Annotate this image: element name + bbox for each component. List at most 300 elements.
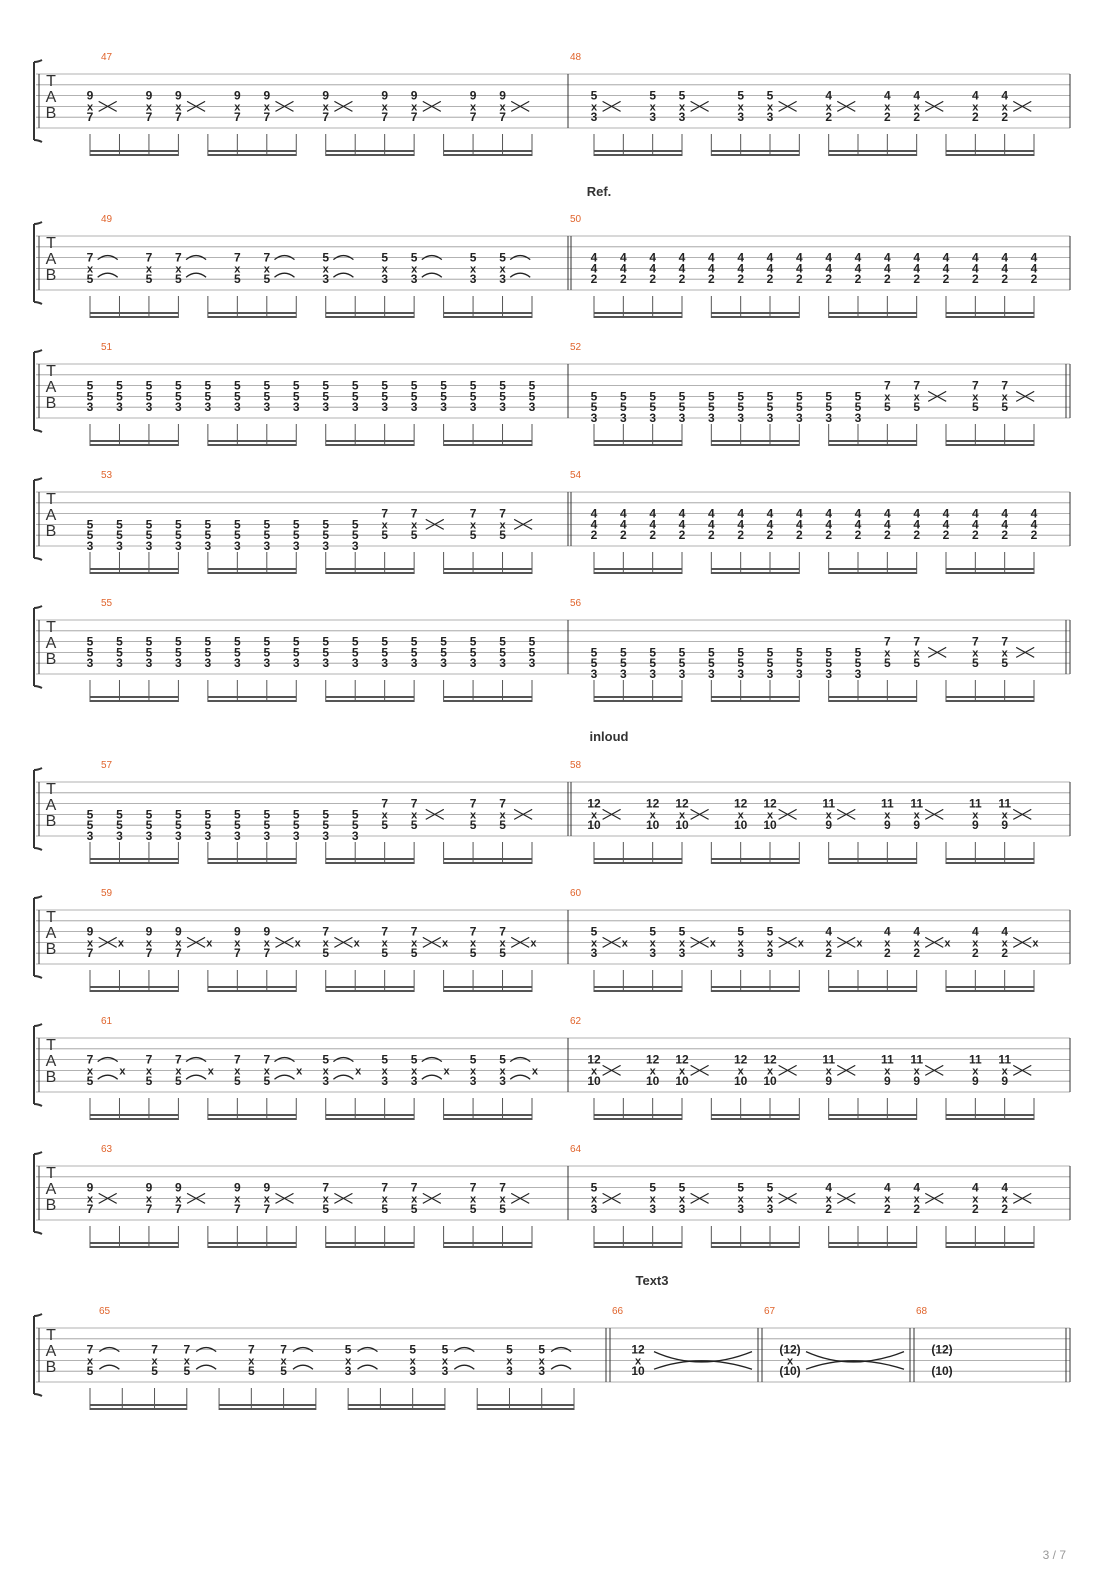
tab-fret-number: 7 [86,1202,94,1217]
measure-number: 64 [570,1144,582,1155]
tab-fret-number: 5 [469,378,477,393]
measure-52 [570,342,1070,446]
tab-fret-number: x [737,809,744,822]
tab-fret-number: x [506,1355,513,1368]
tab-fret-number: x [972,391,979,404]
measure-53 [87,470,568,574]
beam [208,990,296,992]
tab-fret-number: 3 [590,110,598,125]
tab-fret-number: x [709,937,716,950]
tab-fret-number: 3 [292,656,300,671]
tab-fret-number: 5 [707,656,715,671]
tab-fret-number: 5 [322,528,330,543]
tab-fret-number: 3 [737,667,745,681]
beam [946,696,1034,698]
tab-fret-number: 2 [913,110,921,125]
measure-number: 57 [101,760,113,771]
tab-clef-letter: T [46,619,56,636]
tab-fret-number: 4 [854,250,862,265]
tab-fret-number: 7 [233,250,241,265]
beam [326,1246,414,1248]
tab-fret-number: 5 [351,378,359,393]
tab-fret-number: 5 [233,807,241,822]
measure-66 [612,1306,762,1382]
tab-fret-number: 10 [645,1074,660,1089]
tie-arc [186,273,206,277]
tab-clef-letter: B [45,813,57,830]
tab-fret-number: 5 [649,400,657,415]
tab-fret-number: 3 [175,829,182,843]
tab-fret-number: 4 [825,261,833,276]
tab-fret-number: 5 [322,634,330,649]
tab-fret-number: 2 [942,272,950,287]
measure-65 [87,1306,610,1410]
tab-fret-number: 11 [910,1052,924,1067]
beam [444,700,532,702]
tab-fret-number: 3 [678,1202,686,1217]
tab-fret-number: 5 [263,389,271,404]
tab-fret-number: 4 [825,250,833,265]
tab-fret-number: 5 [175,634,182,649]
tab-fret-number: 3 [499,272,506,287]
tab-fret-number: 5 [528,378,536,393]
tab-fret-number: 5 [499,1202,506,1217]
tab-fret-number: 5 [292,517,300,532]
tab-clef-letter: B [45,941,57,958]
tab-fret-number: 5 [292,818,300,833]
tab-fret-number: x [381,809,388,822]
tab-fret-number: 7 [883,634,891,649]
tab-fret-number: 5 [528,634,536,649]
tab-fret-number: 5 [649,924,657,939]
measure-number: 55 [101,598,113,609]
tab-fret-number: 7 [86,250,94,265]
tab-fret-number: 12 [675,796,689,811]
tab-fret-number: 12 [645,796,660,811]
tab-fret-number: 7 [499,506,506,521]
tab-fret-number: 4 [883,88,891,103]
beam [90,568,178,570]
tab-fret-number: 5 [86,1364,94,1379]
tab-fret-number: 11 [968,796,982,811]
beam [594,154,682,156]
tab-fret-number: 5 [440,378,447,393]
tab-fret-number: 3 [410,400,418,415]
tab-fret-number: 5 [175,389,182,404]
tab-fret-number: 4 [971,506,979,521]
beam [594,696,682,698]
tab-fret-number: 3 [344,1364,352,1379]
tab-system-7 [34,888,1070,992]
tab-fret-number: 5 [145,378,153,393]
tab-fret-number: 5 [204,645,212,660]
tab-fret-number: x [86,1355,94,1368]
tab-fret-number: x [470,809,477,822]
tab-fret-number: 5 [381,818,389,833]
beam [90,990,178,992]
tab-fret-number: x [294,937,301,950]
tab-fret-number: 9 [499,88,506,103]
tab-fret-number: 3 [322,272,330,287]
tab-fret-number: 2 [825,1202,833,1217]
tab-fret-number: 5 [116,634,123,649]
tab-fret-number: x [884,1065,891,1078]
tab-fret-number: x [856,937,863,950]
tab-fret-number: 5 [825,645,833,660]
tab-fret-number: x [825,937,832,950]
tab-fret-number: 5 [1001,400,1009,415]
beam [208,440,296,442]
tab-fret-number: 12 [675,1052,689,1067]
tab-fret-number: 5 [116,528,123,543]
tab-fret-number: 5 [469,250,477,265]
tab-fret-number: 7 [322,1180,330,1195]
tab-fret-number: 4 [883,261,891,276]
tab-fret-number: 2 [825,110,833,125]
beam [946,568,1034,570]
tab-fret-number: 5 [381,389,389,404]
tab-fret-number: 7 [971,378,979,393]
tab-system-5 [34,598,1070,702]
tab-fret-number: 9 [145,924,153,939]
tab-fret-number: x [972,809,979,822]
tab-fret-number: 4 [854,517,862,532]
tab-fret-number: 5 [351,645,359,660]
tie-arc [196,1365,216,1369]
tab-fret-number: x [825,101,832,114]
tab-clef-letter: A [45,797,57,814]
beam [326,862,414,864]
tab-fret-number: 5 [440,645,447,660]
tab-fret-number: 2 [883,1202,891,1217]
beam [208,154,296,156]
tab-fret-number: 11 [998,1052,1012,1067]
tab-fret-number: 7 [381,506,389,521]
tab-fret-number: 4 [707,517,715,532]
tab-fret-number: 4 [737,506,745,521]
tab-fret-number: x [207,1065,214,1078]
tab-fret-number: 2 [854,272,862,287]
tab-clef-letter: T [46,491,56,508]
tab-fret-number: 4 [649,250,657,265]
measure-47 [87,52,568,156]
beam [829,858,917,860]
tab-fret-number: x [766,809,774,822]
tie-arc [99,1365,119,1369]
tab-fret-number: 3 [322,400,330,415]
tab-fret-number: 5 [913,656,921,671]
beam [711,444,799,446]
beam [711,154,799,156]
tab-fret-number: 3 [707,411,715,425]
tab-fret-number: 7 [263,1202,271,1217]
tab-fret-number: 7 [233,1202,241,1217]
tab-fret-number: 4 [1001,88,1009,103]
tab-fret-number: 5 [263,272,271,287]
tab-fret-number: 3 [707,667,715,681]
tab-fret-number: 12 [733,796,748,811]
tab-fret-number: 4 [678,250,686,265]
tab-system-8 [34,1016,1070,1120]
tab-fret-number: x [381,519,388,532]
beam [208,986,296,988]
tab-fret-number: 4 [590,261,598,276]
tab-fret-number: x [499,1065,506,1078]
tab-fret-number: 5 [381,1202,389,1217]
tab-fret-number: 5 [441,1342,449,1357]
tab-fret-number: 5 [351,818,359,833]
beam [829,444,917,446]
tab-fret-number: x [441,1355,448,1368]
tab-fret-number: x [678,809,686,822]
tab-fret-number: 5 [145,528,153,543]
tab-fret-number: x [766,101,774,114]
tab-fret-number: 3 [619,411,627,425]
tab-fret-number: 4 [913,924,921,939]
beam [829,862,917,864]
tab-fret-number: x [499,937,506,950]
tab-fret-number: 4 [707,506,715,521]
tab-fret-number: x [972,647,979,660]
measure-63 [87,1144,568,1248]
tab-fret-number: 3 [263,400,271,415]
tab-fret-number: x [409,1355,416,1368]
beam [711,1114,799,1116]
tab-fret-number: 4 [1001,1180,1009,1195]
tab-fret-number: 5 [854,400,862,415]
tab-fret-number: x [470,263,477,276]
tab-fret-number: 5 [766,656,774,671]
tab-fret-number: 7 [913,634,921,649]
tab-fret-number: 3 [528,400,536,415]
beam [594,1242,682,1244]
measure-50 [570,214,1070,318]
tab-fret-number: 3 [351,539,359,553]
tab-fret-number: 5 [499,1052,506,1067]
tab-fret-number: 5 [86,378,94,393]
tab-fret-number: 5 [322,1202,330,1217]
tab-fret-number: 3 [381,400,389,415]
beam [208,150,296,152]
beam [208,444,296,446]
tab-fret-number: 11 [998,796,1012,811]
tab-fret-number: 3 [825,411,833,425]
tab-fret-number: 10 [645,818,660,833]
tab-fret-number: x [766,1193,774,1206]
tab-fret-number: 5 [145,818,153,833]
tab-fret-number: 5 [145,517,153,532]
beam [90,1246,178,1248]
system-bracket [34,1314,42,1396]
tab-fret-number: 5 [175,378,182,393]
measure-number: 56 [570,598,582,609]
beam [594,700,682,702]
tab-fret-number: 5 [737,924,745,939]
tab-fret-number: 4 [619,261,627,276]
tab-fret-number: 3 [410,272,418,287]
tab-fret-number: 5 [678,389,686,404]
beam [711,858,799,860]
tab-fret-number: 10 [587,818,601,833]
tab-fret-number: x [1001,647,1008,660]
tab-fret-number: x [531,1065,539,1078]
tab-fret-number: 4 [766,250,774,265]
tab-fret-number: x [621,937,628,950]
tab-clef-letter: T [46,1165,56,1182]
tab-fret-number: 5 [590,400,598,415]
section-label: Ref. [586,184,612,199]
tab-fret-number: 3 [441,1364,449,1379]
beam [594,572,682,574]
tab-fret-number: 5 [506,1342,513,1357]
tab-fret-number: x [972,101,979,114]
tab-clef-letter: B [45,395,57,412]
tab-fret-number: 5 [381,946,389,961]
tab-fret-number: x [678,101,686,114]
tab-fret-number: 5 [499,378,506,393]
tab-fret-number: 11 [880,1052,894,1067]
tab-fret-number: 5 [233,389,241,404]
beam [829,150,917,152]
tab-fret-number: 4 [766,261,774,276]
tab-fret-number: 5 [766,645,774,660]
beam [594,1246,682,1248]
tab-fret-number: 3 [204,656,212,671]
beam [326,572,414,574]
beam [90,1408,187,1410]
tab-fret-number: 5 [247,1364,255,1379]
tab-fret-number: 4 [795,506,803,521]
tab-fret-number: 5 [145,634,153,649]
beam [829,572,917,574]
tab-fret-number: 3 [590,667,598,681]
tab-fret-number: 4 [854,506,862,521]
tab-fret-number: 5 [410,818,418,833]
tab-fret-number: x [234,1065,241,1078]
tab-fret-number: 9 [86,924,94,939]
tab-fret-number: 4 [590,250,598,265]
tab-fret-number: 5 [619,656,627,671]
beam [90,862,178,864]
beam [444,312,532,314]
beam [594,858,682,860]
tab-fret-number: 5 [204,634,212,649]
tab-fret-number: 5 [590,1180,598,1195]
tab-fret-number: 2 [649,272,657,287]
tab-fret-number: 9 [175,924,182,939]
tab-fret-number: 7 [381,924,389,939]
tab-fret-number: 5 [263,528,271,543]
tab-fret-number: 9 [971,1074,979,1089]
tab-clef-letter: A [45,1053,57,1070]
tab-fret-number: 3 [590,1202,598,1217]
tab-fret-number: x [86,937,94,950]
tab-fret-number: 5 [469,1202,477,1217]
tab-fret-number: x [499,263,506,276]
tab-fret-number: 3 [116,656,123,671]
tab-fret-number: 4 [883,506,891,521]
tab-fret-number: x [381,1065,388,1078]
tab-fret-number: x [825,809,832,822]
tab-fret-number: 7 [410,506,418,521]
tab-fret-number: x [86,1065,94,1078]
tab-fret-number: 7 [86,110,94,125]
tab-fret-number: 2 [971,1202,979,1217]
beam [219,1404,316,1406]
tab-fret-number: 10 [763,1074,777,1089]
beam [711,986,799,988]
beam [829,312,917,314]
tab-fret-number: 5 [795,645,803,660]
tab-fret-number: 9 [913,818,921,833]
beam [594,312,682,314]
tab-fret-number: x [1001,391,1008,404]
tab-fret-number: 3 [263,829,271,843]
tab-fret-number: 9 [883,1074,891,1089]
tab-fret-number: 5 [280,1364,287,1379]
tab-fret-number: x [183,1355,190,1368]
tab-fret-number: 3 [233,829,241,843]
tie-arc [333,1075,353,1079]
tab-fret-number: 3 [351,829,359,843]
tab-fret-number: x [499,1193,506,1206]
tab-fret-number: x [355,1065,362,1078]
tab-fret-number: 3 [145,539,153,553]
tab-fret-number: 9 [145,88,153,103]
tab-fret-number: 7 [381,1180,389,1195]
tab-fret-number: 4 [1030,506,1038,521]
tab-fret-number: 12 [631,1342,645,1357]
tab-fret-number: 10 [733,818,748,833]
tab-fret-number: x [913,391,920,404]
tab-fret-number: x [590,937,598,950]
tab-fret-number: 5 [263,1074,271,1089]
tab-fret-number: 3 [766,411,774,425]
tab-fret-number: 2 [649,528,657,543]
tab-fret-number: 9 [86,1180,94,1195]
tab-fret-number: 5 [145,645,153,660]
tab-fret-number: x [470,1193,477,1206]
tab-fret-number: 10 [733,1074,748,1089]
tab-clef-letter: A [45,251,57,268]
tab-fret-number: 5 [883,400,891,415]
beam [594,862,682,864]
tab-fret-number: 2 [883,110,891,125]
measure-number: 68 [916,1306,928,1317]
beam [594,1118,682,1120]
beam [90,696,178,698]
tab-fret-number: 3 [440,656,447,671]
beam [711,572,799,574]
tab-fret-number: x [470,937,477,950]
tab-fret-number: 5 [678,924,686,939]
beam [946,990,1034,992]
tab-fret-number: x [884,1193,891,1206]
tab-fret-number: x [280,1355,287,1368]
tab-fret-number: 5 [678,645,686,660]
tab-fret-number: x [411,101,418,114]
tab-fret-number: 3 [381,272,389,287]
tab-fret-number: x [234,263,241,276]
tab-fret-number: 5 [678,400,686,415]
tab-fret-number: 4 [913,506,921,521]
beam [711,862,799,864]
tab-fret-number: 2 [971,272,979,287]
tie-arc [510,1075,530,1079]
tab-fret-number: x [263,937,270,950]
tab-fret-number: 3 [116,539,123,553]
tab-fret-number: 5 [469,645,477,660]
